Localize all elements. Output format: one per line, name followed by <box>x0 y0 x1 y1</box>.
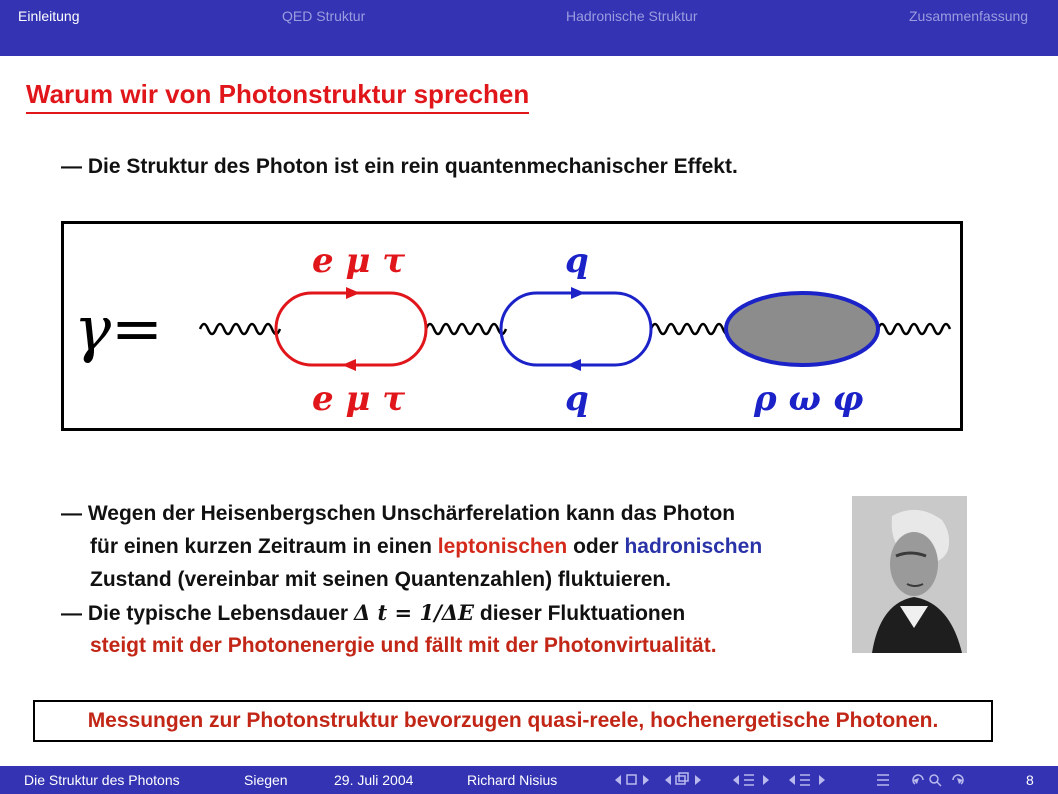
meson-label: ρ ω φ <box>754 379 864 419</box>
quark-loop <box>501 293 651 365</box>
quark-arrow-bottom <box>567 359 581 371</box>
nav-frame-icon[interactable] <box>627 775 636 784</box>
nav-left-icon-2[interactable] <box>665 775 671 785</box>
conclusion-box: Messungen zur Photonstruktur bevorzugen quasi-reele, hochenergetische Photonen. <box>33 700 993 742</box>
lepton-arrow-bottom <box>342 359 356 371</box>
nav-right-icon-3[interactable] <box>763 775 769 785</box>
beamer-nav-controls <box>613 770 983 790</box>
photon-line-1 <box>200 324 280 334</box>
lepton-label-top: e μ τ <box>312 241 406 281</box>
nav-section-einleitung[interactable]: Einleitung <box>18 8 80 24</box>
hadronic-word: hadronischen <box>624 535 763 558</box>
footer-talk-title: Die Struktur des Photons <box>24 772 180 788</box>
footer-date: 29. Juli 2004 <box>334 772 414 788</box>
lepton-label-bottom: e μ τ <box>312 379 406 419</box>
heisenberg-l2-mid: oder <box>567 535 625 558</box>
lepton-arrow-top <box>346 287 360 299</box>
search-icon[interactable] <box>930 775 941 786</box>
quark-label-top: q <box>565 241 589 281</box>
photon-structure-diagram <box>61 221 963 431</box>
nav-subsection-icon[interactable] <box>676 773 688 784</box>
nav-left-icon-3[interactable] <box>733 775 739 785</box>
footer-author: Richard Nisius <box>467 772 558 788</box>
lifetime-formula: Δ t = 1/ΔE <box>353 600 475 625</box>
bullet-heisenberg-l3: Zustand (vereinbar mit seinen Quantenzahlen) fluktuieren. <box>90 568 672 591</box>
lifetime-post: dieser Fluktuationen <box>474 602 686 625</box>
nav-section-qed[interactable]: QED Struktur <box>282 8 366 24</box>
heisenberg-portrait <box>852 496 967 653</box>
footer-bar <box>0 766 1058 794</box>
leptonic-word: leptonischen <box>437 535 568 558</box>
nav-section-icon[interactable] <box>744 775 754 785</box>
footer-page-number: 8 <box>1026 772 1034 788</box>
nav-menu-icon[interactable] <box>877 775 889 785</box>
photon-line-3 <box>651 324 731 334</box>
bullet-lifetime-l1 <box>61 599 685 628</box>
section-nav-bar <box>0 0 1058 56</box>
bullet-quantum-effect: — Die Struktur des Photon ist ein rein quantenmechanischer Effekt. <box>61 155 738 178</box>
nav-doc-icon[interactable] <box>800 775 810 785</box>
lepton-loop <box>276 293 426 365</box>
photon-line-4 <box>878 324 950 334</box>
bullet-lifetime-l2: steigt mit der Photonenergie und fällt mit der Photonvirtualität. <box>90 634 717 657</box>
nav-right-icon[interactable] <box>643 775 649 785</box>
nav-right-icon-2[interactable] <box>695 775 701 785</box>
heisenberg-l2-pre: für einen kurzen Zeitraum in einen <box>90 535 438 558</box>
nav-left-icon[interactable] <box>615 775 621 785</box>
bullet-heisenberg-l2 <box>90 533 762 561</box>
redo-icon[interactable] <box>953 775 963 784</box>
nav-left-icon-4[interactable] <box>789 775 795 785</box>
lifetime-pre: — Die typische Lebensdauer <box>61 602 354 625</box>
gamma-equals-label: γ= <box>74 292 164 365</box>
photon-line-2 <box>426 324 506 334</box>
quark-label-bottom: q <box>565 379 589 419</box>
bullet-heisenberg-l1: — Wegen der Heisenbergschen Unschärferelation kann das Photon <box>61 502 736 525</box>
slide-title: Warum wir von Photonstruktur sprechen <box>26 78 529 114</box>
vector-meson-blob <box>726 293 878 365</box>
footer-place: Siegen <box>244 772 288 788</box>
nav-section-hadronic[interactable]: Hadronische Struktur <box>566 8 698 24</box>
feynman-diagram-graphic <box>64 224 966 434</box>
nav-right-icon-4[interactable] <box>819 775 825 785</box>
nav-section-summary[interactable]: Zusammenfassung <box>909 8 1029 24</box>
quark-arrow-top <box>571 287 585 299</box>
undo-icon[interactable] <box>913 775 923 784</box>
